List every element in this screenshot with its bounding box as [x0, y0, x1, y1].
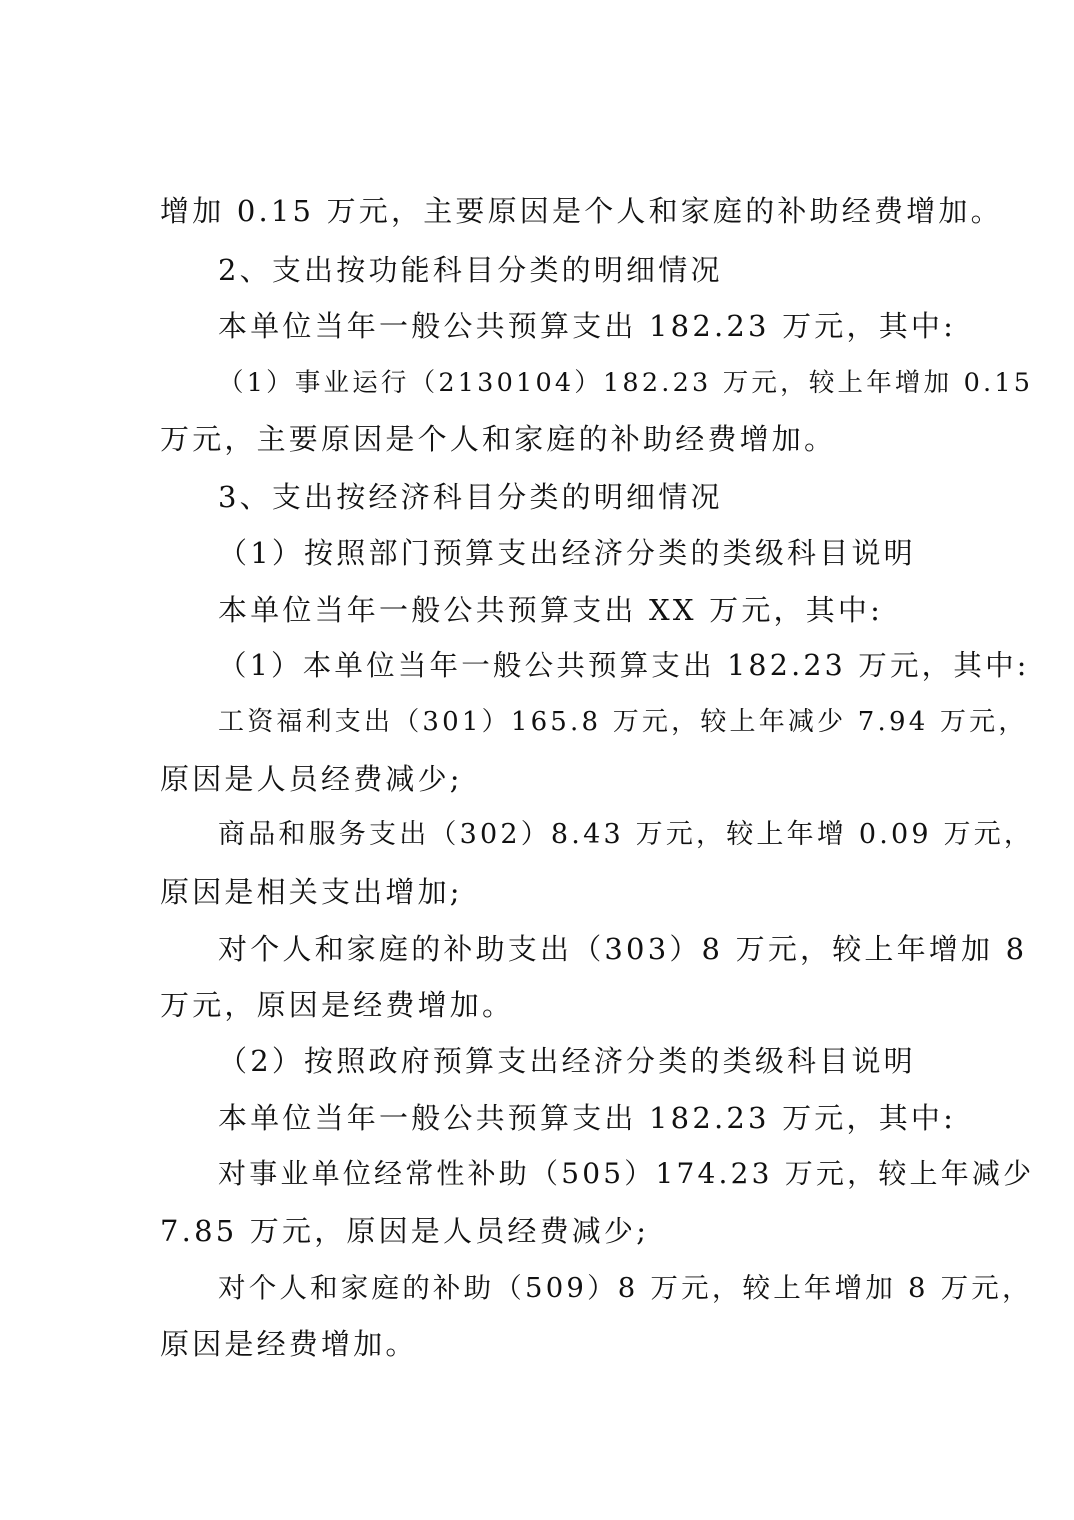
subsection-heading: （2）按照政府预算支出经济分类的类级科目说明	[218, 1044, 916, 1078]
text-line: 万元，主要原因是个人和家庭的补助经费增加。	[160, 422, 837, 456]
text-line: 对个人和家庭的补助支出（303）8 万元，较上年增加 8	[218, 932, 1028, 966]
text-line: 7.85 万元，原因是人员经费减少;	[160, 1214, 650, 1248]
subsection-heading: （1）按照部门预算支出经济分类的类级科目说明	[218, 536, 916, 570]
text-line: 对个人和家庭的补助（509）8 万元，较上年增加 8 万元，	[218, 1272, 1033, 1304]
text-line: （1）本单位当年一般公共预算支出 182.23 万元，其中:	[218, 649, 1030, 682]
text-line: （1）事业运行（2130104）182.23 万元，较上年增加 0.15	[218, 368, 1034, 398]
text-line: 本单位当年一般公共预算支出 XX 万元，其中:	[218, 593, 884, 627]
text-line: 对事业单位经常性补助（505）174.23 万元，较上年减少	[218, 1157, 1035, 1190]
text-line: 本单位当年一般公共预算支出 182.23 万元，其中:	[218, 309, 957, 343]
text-line: 本单位当年一般公共预算支出 182.23 万元，其中:	[218, 1101, 957, 1135]
text-line: 原因是相关支出增加;	[160, 875, 463, 909]
section-heading: 2、支出按功能科目分类的明细情况	[218, 253, 723, 287]
text-line: 商品和服务支出（302）8.43 万元，较上年增 0.09 万元，	[218, 819, 1035, 850]
text-line: 原因是人员经费减少;	[160, 762, 463, 796]
text-line: 万元，原因是经费增加。	[160, 988, 515, 1022]
section-heading: 3、支出按经济科目分类的明细情况	[218, 480, 723, 514]
text-line: 工资福利支出（301）165.8 万元，较上年减少 7.94 万元，	[218, 707, 1028, 737]
text-line: 原因是经费增加。	[160, 1327, 418, 1361]
text-line: 增加 0.15 万元，主要原因是个人和家庭的补助经费增加。	[160, 194, 1003, 228]
